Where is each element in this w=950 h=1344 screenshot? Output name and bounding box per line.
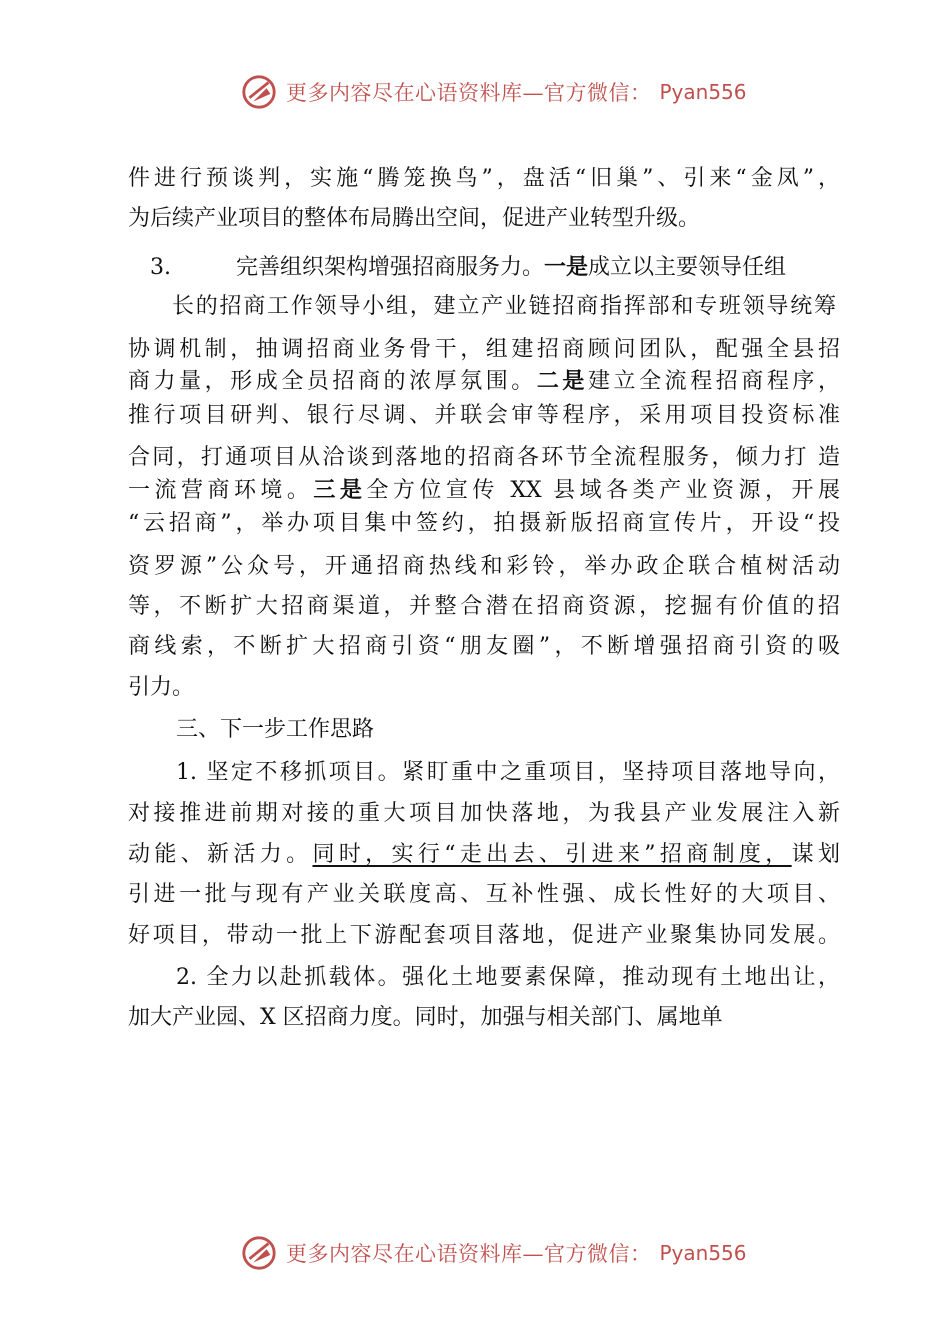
text-line: 好项目，带动一批上下游配套项目落地，促进产业聚集协同发展。 [128,923,840,948]
text-span: 谋划 [791,842,840,867]
watermark-footer [240,1233,747,1273]
text-line [128,840,840,870]
text-line: 协调机制，抽调招商业务骨干，组建招商顾问团队，配强全县招 [128,337,840,362]
underlined-text: 同时，实行“走出去、引进来”招商制度， [312,842,792,867]
text-line: 对接推进前期对接的重大项目加快落地，为我县产业发展注入新 [128,801,840,826]
text-line: 引力。 [128,675,195,700]
text-line: “云招商”，举办项目集中签约，拍摄新版招商宣传片，开设“投 [128,511,840,536]
text-span: 成立以主要领导任组 [588,255,787,280]
text-line: 加大产业园、X 区招商力度。同时，加强与相关部门、属地单 [128,1005,723,1030]
text-span: 建立全流程招商程序， [587,369,840,394]
bold-marker: 二是 [536,369,588,394]
watermark-text: 更多内容尽在心语资料库—官方微信： [286,81,652,105]
text-span: 商力量，形成全员招商的浓厚氛围。 [128,369,537,394]
text-line: 2. 全力以赴抓载体。强化土地要素保障，推动现有土地出让， [176,965,840,990]
text-line: 1. 坚定不移抓项目。紧盯重中之重项目，坚持项目落地导向， [176,760,840,785]
watermark-code: Pyan556 [659,80,747,104]
text-line [128,367,840,397]
bold-marker: 一是 [544,255,589,280]
text-line: 资罗源”公众号，开通招商热线和彩铃，举办政企联合植树活动 [128,554,840,579]
text-line: 等，不断扩大招商渠道，并整合潜在招商资源，挖掘有价值的招 [128,594,840,619]
text-span: 全方位宣传 XX 县域各类产业资源，开展 [366,478,840,503]
logo-icon [240,1234,278,1272]
text-span: 一流营商环境。 [128,478,314,503]
watermark-code: Pyan556 [659,1241,747,1265]
text-line: 推行项目研判、银行尽调、并联会审等程序，采用项目投资标准 [128,403,840,428]
text-line: 为后续产业项目的整体布局腾出空间，促进产业转型升级。 [128,206,701,231]
watermark-text: 更多内容尽在心语资料库—官方微信： [286,1242,652,1266]
text-line: 商线索，不断扩大招商引资“朋友圈”，不断增强招商引资的吸 [128,634,840,659]
text-span: 动能、新活力。 [128,842,313,867]
item-title: 完善组织架构增强招商服务力。 [236,255,545,280]
bold-marker: 三是 [313,478,367,503]
text-line [128,476,840,506]
section-heading: 三、下一步工作思路 [176,717,375,742]
watermark-header [240,72,747,112]
text-line: 件进行预谈判，实施“腾笼换鸟”，盘活“旧巢”、引来“金凤”， [128,166,840,191]
list-number: 3. [150,255,171,280]
logo-icon [240,73,278,111]
text-line: 合同，打通项目从洽谈到落地的招商各环节全流程服务，倾力打 造 [128,445,840,470]
text-line: 引进一批与现有产业关联度高、互补性强、成长性好的大项目、 [128,882,840,907]
text-line: 长的招商工作领导小组，建立产业链招商指挥部和专班领导统筹 [172,294,836,319]
